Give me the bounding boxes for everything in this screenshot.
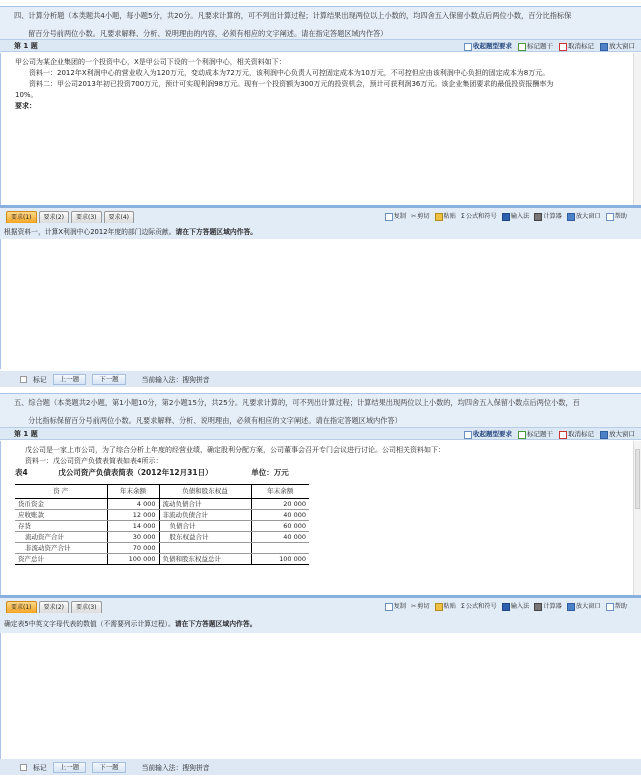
mark-stem-button[interactable]: 标记题干 [518,41,553,52]
question-title: 第 1 题 [14,42,38,50]
maximize-window-button[interactable]: 放大窗口 [600,429,635,440]
calculator-button[interactable]: 计算器 [534,212,562,221]
copy-icon [385,603,393,611]
unmark-button[interactable]: 取消标记 [559,41,594,52]
content-paragraph: 资料一：戊公司资产负债表简表如表4所示： [25,457,163,465]
next-question-button[interactable]: 下一题 [92,762,126,773]
maximize-window-button[interactable]: 放大窗口 [600,41,635,52]
section5-question-bar [0,427,641,440]
tab-requirement-3[interactable]: 要求(3) [71,601,102,613]
section4-tab-bar [0,208,641,225]
collapse-requirements-button[interactable]: 收起题型要求 [464,429,512,440]
eraser-icon [559,431,567,439]
content-paragraph: 10%。 [15,91,38,99]
mark-label: 标记 [33,764,47,772]
scissors-icon: ✂ [410,603,417,610]
copy-button[interactable]: 复制 [385,602,406,611]
section4-question-bar [0,39,641,52]
calculator-button[interactable]: 计算器 [534,602,562,611]
mark-stem-button[interactable]: 标记题干 [518,429,553,440]
next-question-button[interactable]: 下一题 [92,374,126,385]
ime-status: 当前输入法：搜狗拼音 [141,764,210,772]
maximize-icon [600,431,608,439]
formula-button[interactable]: Σ 公式和符号 [460,603,497,610]
pencil-icon [518,431,526,439]
requirement-heading: 要求： [15,102,36,110]
maximize-icon [567,603,575,611]
content-paragraph: 甲公司为某企业集团的一个投资中心，X是甲公司下设的一个利润中心，相关资料如下： [15,58,286,66]
collapse-requirements-button[interactable]: 收起题型要求 [464,41,512,52]
table-row: 存货 14 000 负债合计 60 000 [15,521,309,532]
sigma-icon: Σ [460,603,465,610]
prev-question-button[interactable]: 上一题 [53,374,87,385]
copy-icon [385,213,393,221]
tab-requirement-3[interactable]: 要求(3) [71,211,102,223]
mark-checkbox[interactable] [20,764,27,771]
paste-icon [435,603,443,611]
section5-header-line2: 分比指标保留百分号前两位小数。凡要求解释、分析、说明理由，必须有相应的文字阐述。请在指定答题区域内作答） [28,416,402,425]
scissors-icon: ✂ [410,213,417,220]
section5-tab-bar [0,598,641,615]
maximize-editor-button[interactable]: 放大窗口 [567,602,601,611]
pencil-icon [518,43,526,51]
cut-button[interactable]: ✂ 剪切 [410,603,430,610]
section4-answer-area[interactable] [0,239,641,369]
collapse-icon [464,43,472,51]
maximize-icon [567,213,575,221]
ime-button[interactable]: 输入法 [502,212,530,221]
cut-button[interactable]: ✂ 剪切 [410,213,430,220]
prev-question-button[interactable]: 上一题 [53,762,87,773]
scrollbar-thumb[interactable] [635,449,640,509]
collapse-icon [464,431,472,439]
formula-button[interactable]: Σ 公式和符号 [460,213,497,220]
section5-answer-area[interactable] [0,633,641,759]
sigma-icon: Σ [460,213,465,220]
help-icon [606,213,614,221]
section5-requirement: 确定表5中英文字母代表的数值（不需要列示计算过程）。请在下方答题区域内作答。 [0,615,641,633]
table-row: 流动资产合计 30 000 股东权益合计 40 000 [15,532,309,543]
help-button[interactable]: 帮助 [606,602,627,611]
calculator-icon [534,213,542,221]
ime-button[interactable]: 输入法 [502,602,530,611]
paste-button[interactable]: 粘贴 [435,212,456,221]
tab-requirement-1[interactable]: 要求(1) [6,211,37,223]
section5-content-scrollbar[interactable] [633,441,641,595]
keyboard-icon [502,213,510,221]
help-button[interactable]: 帮助 [606,212,627,221]
tab-requirement-2[interactable]: 要求(2) [39,211,70,223]
table-row: 资产总计 100 000 负债和股东权益总计 100 000 [15,554,309,565]
paste-icon [435,213,443,221]
section4-footer [0,371,641,387]
tab-requirement-1[interactable]: 要求(1) [6,601,37,613]
question-title: 第 1 题 [14,430,38,438]
ime-status: 当前输入法：搜狗拼音 [141,376,210,384]
content-paragraph: 戊公司是一家上市公司，为了综合分析上年度的经营业绩、确定股利分配方案，公司董事会召开专门会议进行讨论。公司相关资料如下： [25,446,445,454]
copy-button[interactable]: 复制 [385,212,406,221]
tab-requirement-4[interactable]: 要求(4) [104,211,135,223]
section5-instructions [0,393,641,427]
help-icon [606,603,614,611]
unmark-button[interactable]: 取消标记 [559,429,594,440]
paste-button[interactable]: 粘贴 [435,602,456,611]
section5-footer [0,759,641,775]
mark-checkbox[interactable] [20,376,27,383]
section4-instructions [0,6,641,39]
section4-requirement: 根据资料一，计算X利润中心2012年度的部门边际贡献。请在下方答题区域内作答。 [0,225,641,239]
eraser-icon [559,43,567,51]
table-row: 非流动资产合计 70 000 [15,543,309,554]
calculator-icon [534,603,542,611]
section5-question-content [0,441,632,595]
mark-label: 标记 [33,376,47,384]
section4-header-line1: 四、计算分析题（本类题共4小题，每小题5分，共20分。凡要求计算的，可不列出计算过程；计算结果出现两位以上小数的，均四舍五入保留小数点后两位小数，百分比指标保 [14,11,572,20]
section5-header-line1: 五、综合题（本类题共2小题，第1小题10分，第2小题15分，共25分。凡要求计算的，可不列出计算过程；计算结果出现两位以上小数的，均四舍五入保留小数点后两位小数，百 [14,398,580,407]
section4-content-scrollbar[interactable] [633,53,641,205]
maximize-icon [600,43,608,51]
table-row: 应收账款 12 000 非流动负债合计 40 000 [15,510,309,521]
section4-header-line2: 留百分号前两位小数。凡要求解释、分析、说明理由的内容，必须有相应的文字阐述。请在指定答题区域内作答） [28,29,388,38]
content-paragraph: 资料二：甲公司2013年初已投资700万元，预计可实现利润98万元。现有一个投资额为300万元的投资机会，预计可获利润36万元。该企业集团要求的最低投资报酬率为 [29,80,554,88]
keyboard-icon [502,603,510,611]
content-paragraph: 资料一：2012年X利润中心的营业收入为120万元，变动成本为72万元，该利润中心负责人可控固定成本为10万元，不可控但应由该利润中心负担的固定成本为8万元。 [29,69,550,77]
maximize-editor-button[interactable]: 放大窗口 [567,212,601,221]
tab-requirement-2[interactable]: 要求(2) [39,601,70,613]
table-caption: 表4 戊公司资产负债表简表（2012年12月31日） 单位：万元 [15,468,289,477]
section4-question-content [0,53,632,205]
table-row: 货币资金 4 000 流动负债合计 20 000 [15,499,309,510]
balance-sheet-table: 资 产 年末余额 负债和股东权益 年末余额 货币资金 4 000 流动负债合计 20 000 应收账款 12 000 非流动负债合计 40 000 存货 14 000 负债合计 60 000 流动资产合计 30 000 股东权益合计 40 000 非流动资产合计 70 000 资产总计 100 000 负债和股东权益总计 100 000 [15,484,309,565]
